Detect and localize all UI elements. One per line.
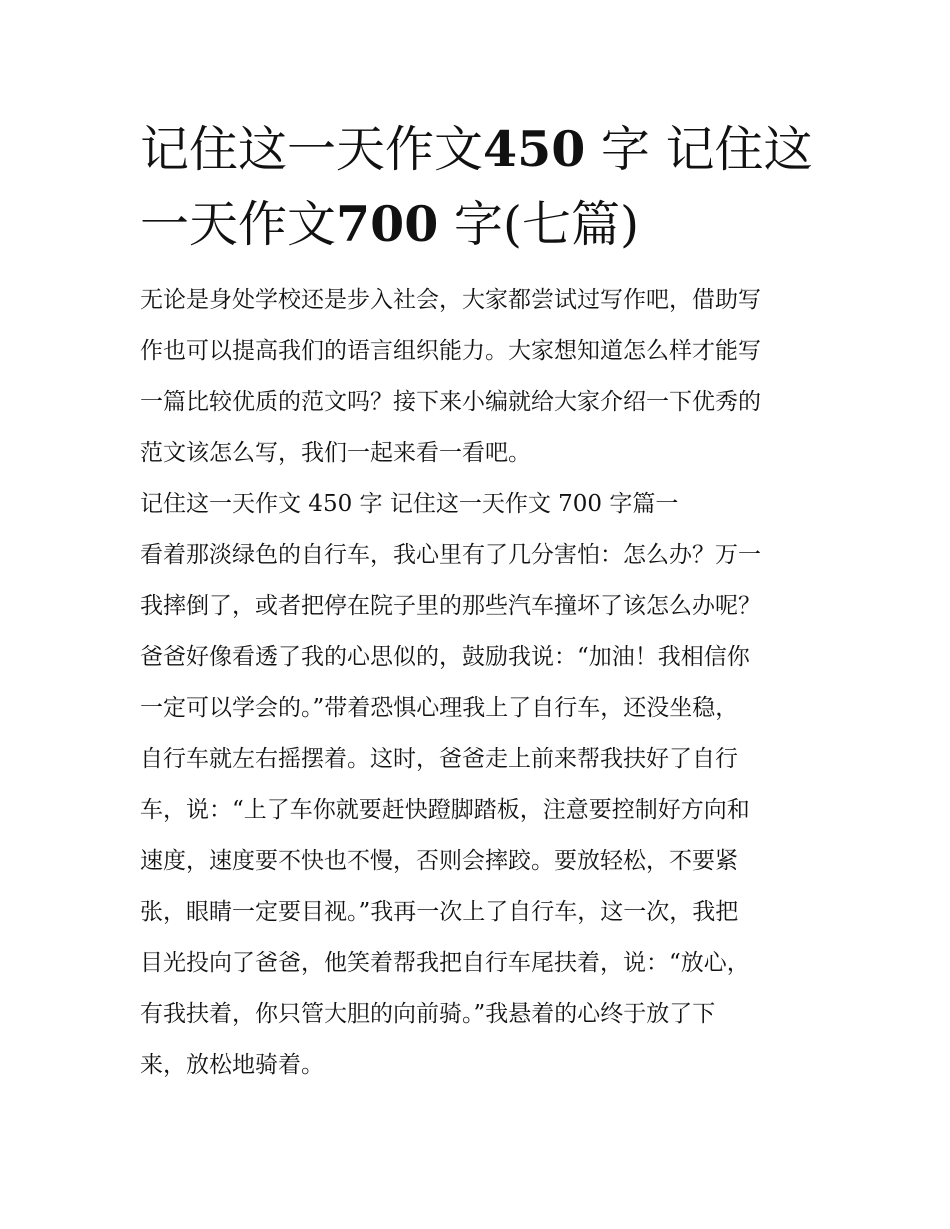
intro-line: 无论是身处学校还是步入社会，大家都尝试过写作吧，借助写 xyxy=(140,287,761,313)
intro-line: 作也可以提高我们的语言组织能力。大家想知道怎么样才能写 xyxy=(140,338,761,364)
essay-line: 有我扶着，你只管大胆的向前骑。”我悬着的心终于放了下 xyxy=(140,1001,716,1027)
title-number: 450 xyxy=(483,120,586,178)
document-title xyxy=(140,112,820,262)
essay-line: 张，眼睛一定要目视。”我再一次上了自行车，这一次，我把 xyxy=(140,899,739,925)
essay-line: 速度，速度要不快也不慢，否则会摔跤。要放轻松，不要紧 xyxy=(140,848,738,874)
essay-line: 看着那淡绿色的自行车，我心里有了几分害怕：怎么办？万一 xyxy=(140,542,761,568)
essay-line: 我摔倒了，或者把停在院子里的那些汽车撞坏了该怎么办呢？ xyxy=(140,593,761,619)
essay-line: 爸爸好像看透了我的心思似的，鼓励我说：“加油！我相信你 xyxy=(140,644,750,670)
document-body xyxy=(140,275,820,1091)
essay-line: 目光投向了爸爸，他笑着帮我把自行车尾扶着，说：“放心， xyxy=(140,950,750,976)
title-text: 一天作文 xyxy=(140,196,337,253)
essay-line: 一定可以学会的。”带着恐惧心理我上了自行车，还没坐稳， xyxy=(140,695,739,721)
section-heading: 记住这一天作文 450 字 记住这一天作文 700 字篇一 xyxy=(140,491,679,517)
intro-line: 范文该怎么写，我们一起来看一看吧。 xyxy=(140,440,531,466)
essay-line: 车，说：“上了车你就要赶快蹬脚踏板，注意要控制好方向和 xyxy=(140,797,750,823)
title-text: 字 记住这 xyxy=(600,121,813,178)
essay-line: 来，放松地骑着。 xyxy=(140,1052,324,1078)
intro-line: 一篇比较优质的范文吗？接下来小编就给大家介绍一下优秀的 xyxy=(140,389,761,415)
title-text: 字(七篇) xyxy=(453,196,640,253)
essay-line: 自行车就左右摇摆着。这时，爸爸走上前来帮我扶好了自行 xyxy=(140,746,738,772)
title-text: 记住这一天作文 xyxy=(140,121,484,178)
title-number: 700 xyxy=(336,195,439,253)
